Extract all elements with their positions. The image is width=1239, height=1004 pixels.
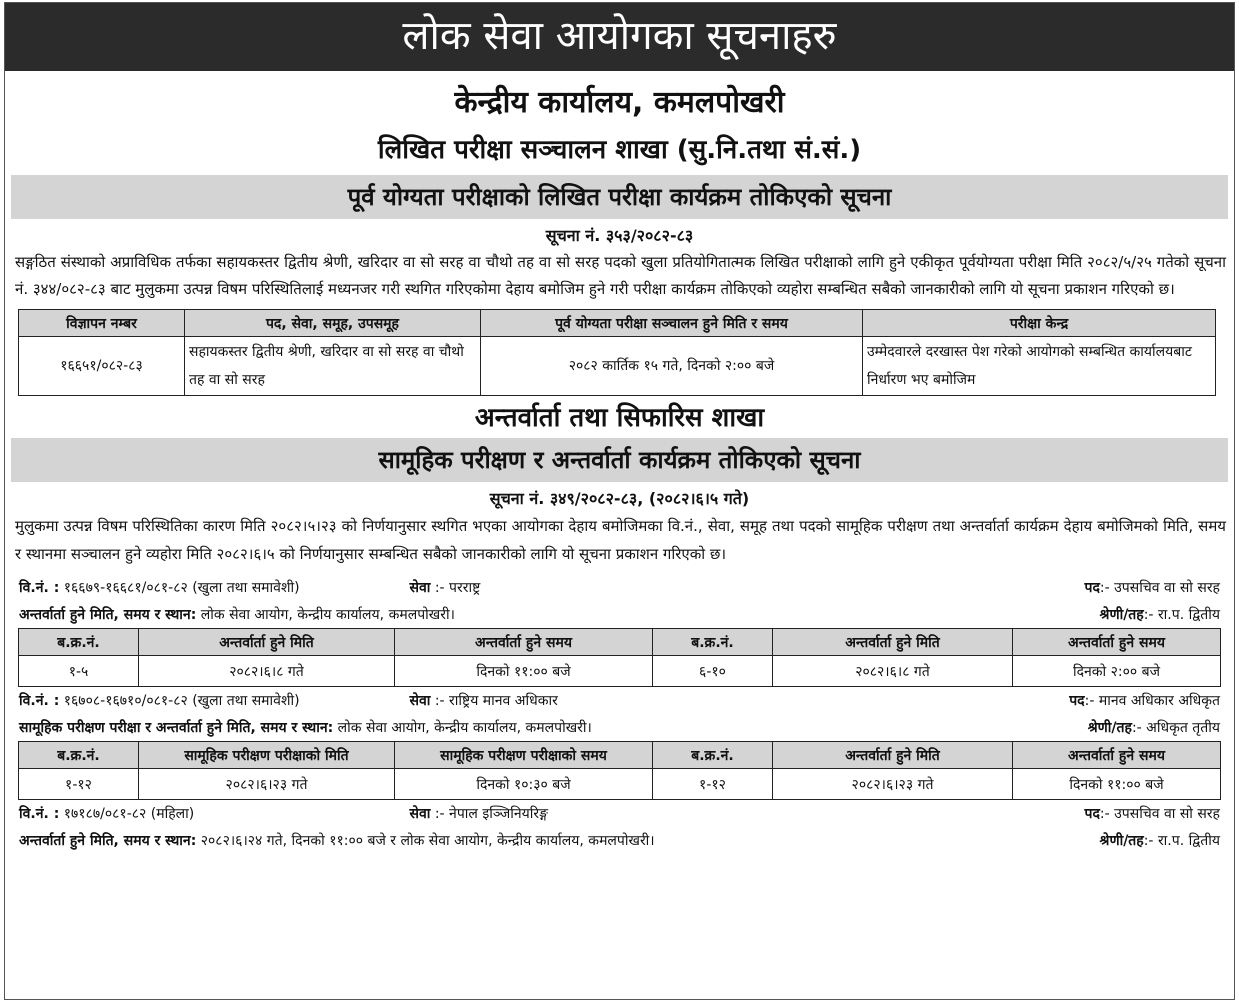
table-cell: ६-१०	[653, 656, 773, 687]
sewa-label: सेवा	[409, 806, 431, 822]
shreni-label: श्रेणी/तह	[1087, 720, 1132, 736]
col-header: सामूहिक परीक्षण परीक्षाको मिति	[139, 742, 395, 769]
shreni-label: श्रेणी/तह	[1099, 833, 1144, 849]
block1-venue-row	[5, 602, 1234, 628]
shreni-value: :- अधिकृत तृतीय	[1131, 720, 1220, 736]
page-banner: लोक सेवा आयोगका सूचनाहरु	[5, 3, 1234, 71]
pad-label: पद	[1084, 580, 1100, 596]
col-header: अन्तर्वार्ता हुने समय	[395, 629, 653, 656]
table-cell: २०८२।६।२३ गते	[773, 769, 1013, 800]
table-cell: उम्मेदवारले दरखास्त पेश गरेको आयोगको सम्बन्धित कार्यालयबाट निर्धारण भए बमोजिम	[863, 337, 1216, 396]
col-header: पद, सेवा, समूह, उपसमूह	[185, 310, 481, 337]
col-header: परीक्षा केन्द्र	[863, 310, 1216, 337]
col-header: ब.क्र.नं.	[19, 742, 139, 769]
vinum-value: १७१८७/०८१-८२ (महिला)	[63, 806, 195, 822]
table-cell: दिनको २:०० बजे	[1013, 656, 1221, 687]
col-header: अन्तर्वार्ता हुने मिति	[139, 629, 395, 656]
notice2-number: सूचना नं. ३४९/२०८२-८३, (२०८२।६।५ गते)	[489, 489, 750, 508]
table-cell: १-१२	[653, 769, 773, 800]
col-header: अन्तर्वार्ता हुने मिति	[773, 742, 1013, 769]
col-header: पूर्व योग्यता परीक्षा सञ्चालन हुने मिति र समय	[481, 310, 863, 337]
col-header: सामूहिक परीक्षण परीक्षाको समय	[395, 742, 653, 769]
sewa-value: :- परराष्ट्र	[434, 580, 481, 596]
notice2-title: सामूहिक परीक्षण र अन्तर्वार्ता कार्यक्रम तोकिएको सूचना	[11, 438, 1228, 482]
table-cell: २०८२।६।८ गते	[139, 656, 395, 687]
pad-value: :- मानव अधिकार अधिकृत	[1084, 693, 1220, 709]
table-row	[19, 337, 1216, 396]
table-cell: १-१२	[19, 769, 139, 800]
vinum-value: १६६७९-१६६८१/०८१-८२ (खुला तथा समावेशी)	[63, 580, 300, 596]
table-header-row	[19, 742, 1221, 769]
table-cell: दिनको ११:०० बजे	[395, 656, 653, 687]
table-cell: २०८२।६।२३ गते	[139, 769, 395, 800]
block3-venue-row	[5, 828, 1234, 854]
branch-title-interview: अन्तर्वार्ता तथा सिफारिस शाखा	[474, 403, 765, 433]
block2-info-row	[5, 687, 1234, 715]
block1-table	[18, 628, 1221, 687]
table-cell: दिनको ११:०० बजे	[1013, 769, 1221, 800]
sewa-label: सेवा	[409, 693, 431, 709]
pad-value: :- उपसचिव वा सो सरह	[1099, 580, 1220, 596]
table-row	[19, 769, 1221, 800]
col-header: ब.क्र.नं.	[653, 629, 773, 656]
table-cell: १-५	[19, 656, 139, 687]
table-cell: २०८२ कार्तिक १५ गते, दिनको २:०० बजे	[481, 337, 863, 396]
block3-info-row	[5, 800, 1234, 828]
venue-label: अन्तर्वार्ता हुने मिति, समय र स्थान:	[19, 607, 197, 623]
block2-venue-row	[5, 715, 1234, 741]
block1-info-row	[5, 574, 1234, 602]
branch-title-written-exam: लिखित परीक्षा सञ्चालन शाखा (सु.नि.तथा सं.सं.)	[377, 135, 862, 165]
notice2-body: मुलुकमा उत्पन्न विषम परिस्थितिका कारण मिति २०८२।५।२३ को निर्णयानुसार स्थगित भएका आयोगका देहाय बमोजिमका वि.नं., सेवा, समूह तथा पदको सामूहिक परीक्षण तथा अन्तर्वार्ता कार्यक्रम देहाय बमोजिमको मिति, समय र स्थानमा सञ्चालन हुने व्यहोरा मिति २०८२।६।५ को निर्णयानुसार सम्बन्धित सबैको जानकारीको लागि यो सूचना प्रकाशन गरिएको छ।	[15, 517, 1226, 563]
vinum-label: वि.नं. :	[19, 580, 60, 596]
venue-label: अन्तर्वार्ता हुने मिति, समय र स्थान:	[19, 833, 197, 849]
notice1-table	[18, 309, 1216, 396]
col-header: अन्तर्वार्ता हुने मिति	[773, 629, 1013, 656]
shreni-value: :- रा.प. द्वितीय	[1143, 833, 1220, 849]
pad-label: पद	[1069, 693, 1085, 709]
table-row	[19, 656, 1221, 687]
col-header: विज्ञापन नम्बर	[19, 310, 185, 337]
shreni-label: श्रेणी/तह	[1099, 607, 1144, 623]
notice1-title: पूर्व योग्यता परीक्षाको लिखित परीक्षा कार्यक्रम तोकिएको सूचना	[11, 175, 1228, 219]
vinum-value: १६७०८-१६७१०/०८१-८२ (खुला तथा समावेशी)	[63, 693, 300, 709]
venue-value: २०८२।६।२४ गते, दिनको ११:०० बजे र लोक सेवा आयोग, केन्द्रीय कार्यालय, कमलपोखरी।	[200, 833, 655, 849]
venue-value: लोक सेवा आयोग, केन्द्रीय कार्यालय, कमलपोखरी।	[200, 607, 455, 623]
block2-table	[18, 741, 1221, 800]
table-cell: दिनको १०:३० बजे	[395, 769, 653, 800]
table-cell: १६६५१/०८२-८३	[19, 337, 185, 396]
shreni-value: :- रा.प. द्वितीय	[1143, 607, 1220, 623]
notice1-body: सङ्गठित संस्थाको अप्राविधिक तर्फका सहायकस्तर द्वितीय श्रेणी, खरिदार वा सो सरह वा चौथो तह वा सो सरह पदको खुला प्रतियोगितात्मक लिखित परीक्षाको लागि हुने एकीकृत पूर्वयोग्यता परीक्षा मिति २०८२/५/२५ गतेको सूचना नं. ३४४/०८२-८३ बाट मुलुकमा उत्पन्न विषम परिस्थितिलाई मध्यनजर गरी स्थगित गरिएकोमा देहाय बमोजिम हुने गरी परीक्षा कार्यक्रम तोकिएको व्यहोरा सम्बन्धित सबैको जानकारीको लागि यो सूचना प्रकाशन गरिएको छ।	[15, 253, 1226, 298]
table-cell: २०८२।६।८ गते	[773, 656, 1013, 687]
office-title: केन्द्रीय कार्यालय, कमलपोखरी	[454, 85, 785, 120]
venue-label: सामूहिक परीक्षण परीक्षा र अन्तर्वार्ता हुने मिति, समय र स्थान:	[19, 720, 334, 736]
table-cell: सहायकस्तर द्वितीय श्रेणी, खरिदार वा सो सरह वा चौथो तह वा सो सरह	[185, 337, 481, 396]
pad-value: :- उपसचिव वा सो सरह	[1099, 806, 1220, 822]
venue-value: लोक सेवा आयोग, केन्द्रीय कार्यालय, कमलपोखरी।	[337, 720, 592, 736]
col-header: ब.क्र.नं.	[653, 742, 773, 769]
notice-page	[4, 2, 1235, 1000]
col-header: ब.क्र.नं.	[19, 629, 139, 656]
table-header-row	[19, 310, 1216, 337]
notice1-number: सूचना नं. ३५३/२०८२-८३	[545, 226, 694, 245]
sewa-label: सेवा	[409, 580, 431, 596]
col-header: अन्तर्वार्ता हुने समय	[1013, 629, 1221, 656]
pad-label: पद	[1084, 806, 1100, 822]
sewa-value: :- राष्ट्रिय मानव अधिकार	[434, 693, 558, 709]
sewa-value: :- नेपाल इञ्जिनियरिङ्ग	[434, 806, 548, 822]
vinum-label: वि.नं. :	[19, 693, 60, 709]
table-header-row	[19, 629, 1221, 656]
vinum-label: वि.नं. :	[19, 806, 60, 822]
col-header: अन्तर्वार्ता हुने समय	[1013, 742, 1221, 769]
